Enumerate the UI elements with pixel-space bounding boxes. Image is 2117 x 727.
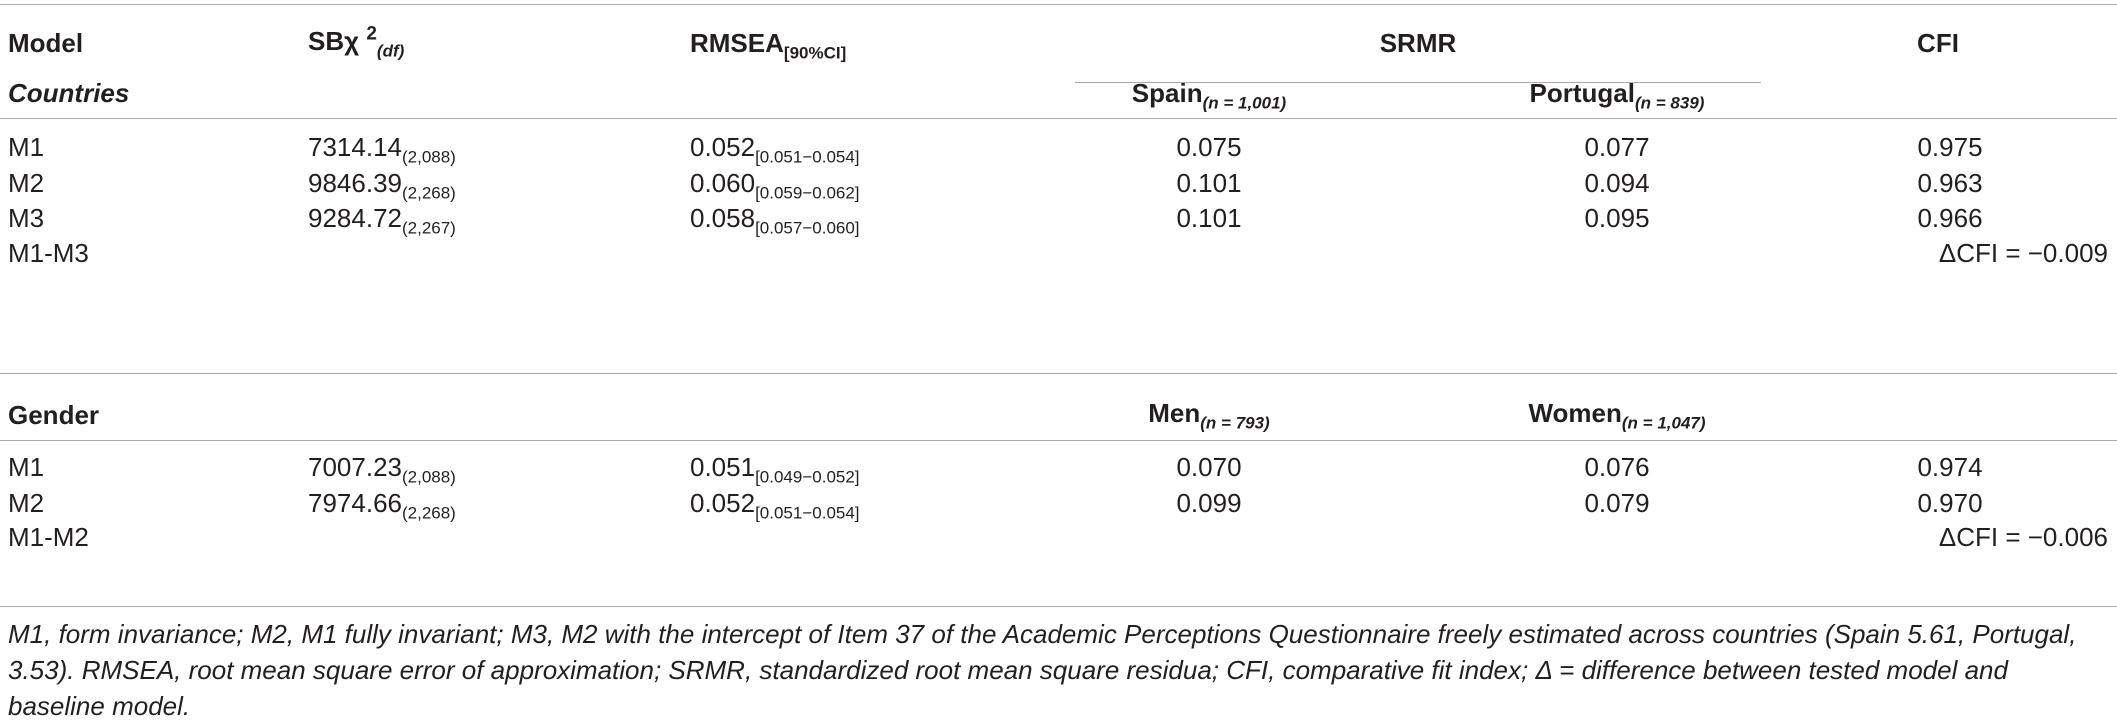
cell-model: M2 [8,488,45,518]
cell-srmr-spain: 0.075 [1176,132,1242,162]
section-divider-rule [0,373,2117,374]
cell-model: M3 [8,203,45,233]
cell-rmsea: $0.051_{[0.049-0.052]}$ [690,452,860,487]
cell-chi: $7314.14_{(2,088)}$ [308,132,456,167]
section-label-countries: Countries [8,78,130,108]
group-header-portugal: Portugal$_{(n = 839)}$ [1529,78,1705,113]
table-bottom-rule [0,606,2117,607]
cell-delta-cfi: ΔCFI = −0.006 [1938,522,2108,552]
top-rule [0,4,2117,5]
header-model: Model [8,28,84,58]
cell-cfi: 0.966 [1917,203,1983,233]
cell-cfi: 0.975 [1917,132,1983,162]
cell-rmsea: $0.052_{[0.051-0.054]}$ [690,132,860,167]
cell-cfi: 0.974 [1917,452,1983,482]
cell-model: M2 [8,168,45,198]
cell-srmr-women: 0.076 [1584,452,1650,482]
cell-rmsea: $0.060_{[0.059-0.062]}$ [690,168,860,203]
group-header-men: Men$_{(n = 793)}$ [1148,398,1270,433]
cell-srmr-women: 0.079 [1584,488,1650,518]
cell-cfi: 0.970 [1917,488,1983,518]
cell-chi: $9284.72_{(2,267)}$ [308,203,456,238]
header-srmr: SRMR [1379,28,1457,58]
group-header-women: Women$_{(n = 1,047)}$ [1528,398,1706,433]
cell-srmr-spain: 0.101 [1176,168,1242,198]
cell-chi: $7007.23_{(2,088)}$ [308,452,456,487]
cell-chi: $7974.66_{(2,268)}$ [308,488,456,523]
cell-model: M1 [8,452,45,482]
cell-model: M1-M2 [8,522,89,552]
cell-model: M1 [8,132,45,162]
cell-srmr-portugal: 0.077 [1584,132,1650,162]
cell-srmr-men: 0.099 [1176,488,1242,518]
cell-srmr-portugal: 0.094 [1584,168,1650,198]
cell-srmr-spain: 0.101 [1176,203,1242,233]
cell-srmr-portugal: 0.095 [1584,203,1650,233]
cell-delta-cfi: ΔCFI = −0.009 [1938,238,2108,268]
header-cfi: CFI [1917,28,1959,58]
header-sbchi: SBχ $^2_{(df)}$ [308,23,405,61]
cell-srmr-men: 0.070 [1176,452,1242,482]
cell-chi: $9846.39_{(2,268)}$ [308,168,456,203]
header-rmsea: $RMSEA_{[90\%CI]}$ [690,28,847,63]
cell-cfi: 0.963 [1917,168,1983,198]
cell-rmsea: $0.058_{[0.057-0.060]}$ [690,203,860,238]
group-header-spain: Spain$_{(n = 1,001)}$ [1131,78,1287,113]
cell-rmsea: $0.052_{[0.051-0.054]}$ [690,488,860,523]
table-footnote: M1, form invariance; M2, M1 fully invariant; M3, M2 with the intercept of Item 37 of the Academic Perceptions Questionnaire freely estimated across countries (Spain 5.61, Portugal, 3.53). RMSEA, root mean square error of approximation; SRMR, standardized root mean square residua; CFI, comparative fit index; Δ = difference between tested model and baseline model. [8,619,2077,721]
cell-model: M1-M3 [8,238,89,268]
section-label-gender: Gender [8,400,100,430]
gender-header-rule [0,440,2117,441]
header-bottom-rule [0,118,2117,119]
